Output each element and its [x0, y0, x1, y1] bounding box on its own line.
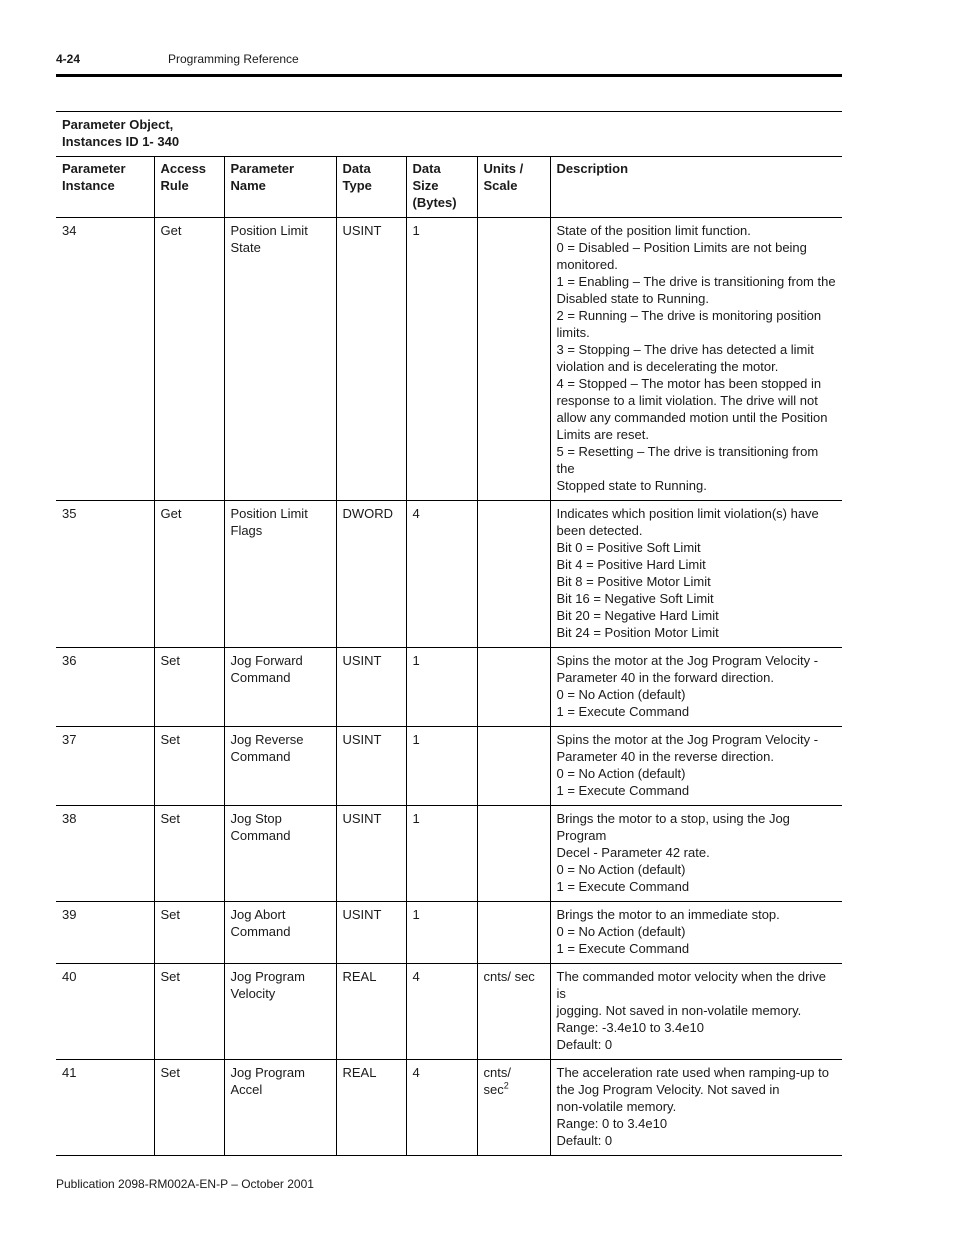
header-text-line: Rule — [160, 178, 189, 193]
cell-units — [477, 902, 550, 964]
description-line: Default: 0 — [556, 1037, 613, 1052]
header-text-line: Parameter — [62, 161, 126, 176]
parameter-name-line: Position Limit — [230, 223, 308, 238]
cell-data-type: USINT — [336, 727, 406, 806]
cell-parameter-name — [224, 648, 336, 727]
cell-access-rule: Get — [154, 501, 224, 648]
table-row — [56, 648, 842, 727]
description-line: Spins the motor at the Jog Program Velocity - — [556, 653, 819, 668]
cell-access-rule: Set — [154, 1060, 224, 1156]
header-text-line: Data — [342, 161, 371, 176]
parameter-name-line: Command — [230, 749, 291, 764]
cell-parameter-name — [224, 806, 336, 902]
header-data-type — [336, 157, 406, 218]
units-line — [484, 1064, 544, 1081]
header-units-scale — [477, 157, 550, 218]
section-title: Programming Reference — [168, 52, 299, 66]
table-row — [56, 902, 842, 964]
cell-parameter-name — [224, 964, 336, 1060]
cell-data-size: 1 — [406, 902, 477, 964]
cell-data-size: 1 — [406, 727, 477, 806]
description-line: 0 = No Action (default) — [556, 924, 686, 939]
parameter-name-line: Jog Abort — [230, 907, 286, 922]
description-line: The commanded motor velocity when the drive is — [556, 969, 827, 1001]
header-text-line: Description — [556, 161, 629, 176]
table-row — [56, 727, 842, 806]
units-line — [484, 1081, 544, 1098]
units-line — [484, 968, 544, 985]
description-line: 1 = Enabling – The drive is transitioning from the — [556, 274, 836, 289]
header-text-line: Units / — [483, 161, 524, 176]
table-caption-line: Instances ID 1- 340 — [62, 134, 180, 149]
table-row — [56, 964, 842, 1060]
header-access-rule — [154, 157, 224, 218]
cell-instance: 37 — [56, 727, 154, 806]
parameter-name-line: Accel — [230, 1082, 263, 1097]
parameter-name-line: Jog Forward — [230, 653, 303, 668]
cell-description — [550, 218, 842, 501]
cell-parameter-name — [224, 218, 336, 501]
cell-description — [550, 964, 842, 1060]
table-caption — [56, 112, 842, 157]
publication-footer: Publication 2098-RM002A-EN-P – October 2001 — [56, 1177, 314, 1191]
page-number: 4-24 — [56, 52, 81, 66]
cell-data-type: USINT — [336, 648, 406, 727]
table-row — [56, 806, 842, 902]
description-line: Parameter 40 in the forward direction. — [556, 670, 774, 685]
cell-access-rule: Get — [154, 218, 224, 501]
description-line: 3 = Stopping – The drive has detected a limit — [556, 342, 814, 357]
description-line: 0 = No Action (default) — [556, 687, 686, 702]
parameter-name-line: Position Limit — [230, 506, 308, 521]
cell-data-size: 1 — [406, 218, 477, 501]
cell-data-size: 4 — [406, 964, 477, 1060]
units-text: sec — [483, 1082, 504, 1097]
cell-data-size: 1 — [406, 806, 477, 902]
header-text-line: Parameter — [230, 161, 295, 176]
cell-data-type: USINT — [336, 218, 406, 501]
cell-parameter-name — [224, 501, 336, 648]
description-line: Bit 8 = Positive Motor Limit — [556, 574, 711, 589]
cell-description — [550, 727, 842, 806]
description-line: non-volatile memory. — [556, 1099, 677, 1114]
cell-instance: 35 — [56, 501, 154, 648]
cell-units — [477, 218, 550, 501]
parameter-name-line: Command — [230, 828, 291, 843]
header-parameter-name — [224, 157, 336, 218]
column-header-row — [56, 157, 842, 218]
cell-data-type: REAL — [336, 964, 406, 1060]
description-line: been detected. — [556, 523, 643, 538]
description-line: monitored. — [556, 257, 618, 272]
cell-description — [550, 1060, 842, 1156]
description-line: Brings the motor to an immediate stop. — [556, 907, 780, 922]
header-description — [550, 157, 842, 218]
description-line: Limits are reset. — [556, 427, 649, 442]
description-line: Stopped state to Running. — [556, 478, 707, 493]
description-line: Indicates which position limit violation(s) have — [556, 506, 819, 521]
description-line: 1 = Execute Command — [556, 941, 690, 956]
cell-units — [477, 727, 550, 806]
cell-instance: 41 — [56, 1060, 154, 1156]
header-text-line: Size — [412, 178, 439, 193]
description-line: allow any commanded motion until the Position — [556, 410, 828, 425]
header-parameter-instance — [56, 157, 154, 218]
parameter-name-line: Command — [230, 670, 291, 685]
parameter-name-line: Jog Stop — [230, 811, 282, 826]
cell-parameter-name — [224, 1060, 336, 1156]
parameter-name-line: Flags — [230, 523, 263, 538]
units-text: cnts/ sec — [483, 969, 535, 984]
description-line: Bit 20 = Negative Hard Limit — [556, 608, 719, 623]
parameter-name-line: Velocity — [230, 986, 276, 1001]
parameter-name-line: Command — [230, 924, 291, 939]
cell-access-rule: Set — [154, 964, 224, 1060]
description-line: Spins the motor at the Jog Program Velocity - — [556, 732, 819, 747]
description-line: Bit 0 = Positive Soft Limit — [556, 540, 701, 555]
description-line: 1 = Execute Command — [556, 879, 690, 894]
description-line: The acceleration rate used when ramping-up to — [556, 1065, 829, 1080]
description-line: 0 = No Action (default) — [556, 862, 686, 877]
cell-units — [477, 648, 550, 727]
description-line: Bit 24 = Position Motor Limit — [556, 625, 719, 640]
parameter-name-line: Jog Program — [230, 969, 305, 984]
header-text-line: Instance — [62, 178, 115, 193]
description-line: limits. — [556, 325, 590, 340]
description-line: the Jog Program Velocity. Not saved in — [556, 1082, 780, 1097]
description-line: Bit 4 = Positive Hard Limit — [556, 557, 706, 572]
table-caption-line: Parameter Object, — [62, 117, 174, 132]
cell-description — [550, 806, 842, 902]
cell-access-rule: Set — [154, 648, 224, 727]
cell-data-size: 1 — [406, 648, 477, 727]
description-line: violation and is decelerating the motor. — [556, 359, 779, 374]
description-line: Brings the motor to a stop, using the Jog Program — [556, 811, 790, 843]
cell-description — [550, 501, 842, 648]
cell-units — [477, 806, 550, 902]
description-line: 5 = Resetting – The drive is transitioning from the — [556, 444, 819, 476]
cell-description — [550, 648, 842, 727]
cell-instance: 38 — [56, 806, 154, 902]
cell-data-type: USINT — [336, 806, 406, 902]
cell-units — [477, 964, 550, 1060]
cell-data-type: USINT — [336, 902, 406, 964]
header-text-line: Access — [160, 161, 207, 176]
parameter-name-line: State — [230, 240, 261, 255]
description-line: response to a limit violation. The drive will not — [556, 393, 818, 408]
parameter-table — [56, 111, 842, 1156]
description-line: Range: 0 to 3.4e10 — [556, 1116, 668, 1131]
description-line: Range: -3.4e10 to 3.4e10 — [556, 1020, 704, 1035]
parameter-name-line: Jog Reverse — [230, 732, 304, 747]
cell-data-size: 4 — [406, 1060, 477, 1156]
cell-instance: 39 — [56, 902, 154, 964]
units-exponent: 2 — [503, 1080, 509, 1091]
cell-access-rule: Set — [154, 902, 224, 964]
cell-units — [477, 501, 550, 648]
cell-description — [550, 902, 842, 964]
table-row — [56, 501, 842, 648]
description-line: 1 = Execute Command — [556, 783, 690, 798]
description-line: 1 = Execute Command — [556, 704, 690, 719]
cell-parameter-name — [224, 727, 336, 806]
description-line: 4 = Stopped – The motor has been stopped in — [556, 376, 822, 391]
cell-data-type: REAL — [336, 1060, 406, 1156]
description-line: Decel - Parameter 42 rate. — [556, 845, 710, 860]
description-line: State of the position limit function. — [556, 223, 751, 238]
table-row — [56, 1060, 842, 1156]
description-line: 0 = Disabled – Position Limits are not being — [556, 240, 807, 255]
description-line: 2 = Running – The drive is monitoring position — [556, 308, 822, 323]
units-text: cnts/ — [483, 1065, 511, 1080]
cell-instance: 36 — [56, 648, 154, 727]
description-line: jogging. Not saved in non-volatile memory. — [556, 1003, 802, 1018]
header-rule — [56, 74, 842, 77]
header-text-line: (Bytes) — [412, 195, 457, 210]
description-line: 0 = No Action (default) — [556, 766, 686, 781]
cell-parameter-name — [224, 902, 336, 964]
header-text-line: Name — [230, 178, 266, 193]
description-line: Default: 0 — [556, 1133, 613, 1148]
cell-data-type: DWORD — [336, 501, 406, 648]
parameter-name-line: Jog Program — [230, 1065, 305, 1080]
cell-data-size: 4 — [406, 501, 477, 648]
cell-access-rule: Set — [154, 727, 224, 806]
description-line: Bit 16 = Negative Soft Limit — [556, 591, 714, 606]
description-line: Disabled state to Running. — [556, 291, 709, 306]
description-line: Parameter 40 in the reverse direction. — [556, 749, 774, 764]
cell-instance: 40 — [56, 964, 154, 1060]
cell-instance: 34 — [56, 218, 154, 501]
header-text-line: Data — [412, 161, 441, 176]
header-data-size — [406, 157, 477, 218]
cell-access-rule: Set — [154, 806, 224, 902]
header-text-line: Type — [342, 178, 372, 193]
header-text-line: Scale — [483, 178, 518, 193]
table-row — [56, 218, 842, 501]
cell-units — [477, 1060, 550, 1156]
